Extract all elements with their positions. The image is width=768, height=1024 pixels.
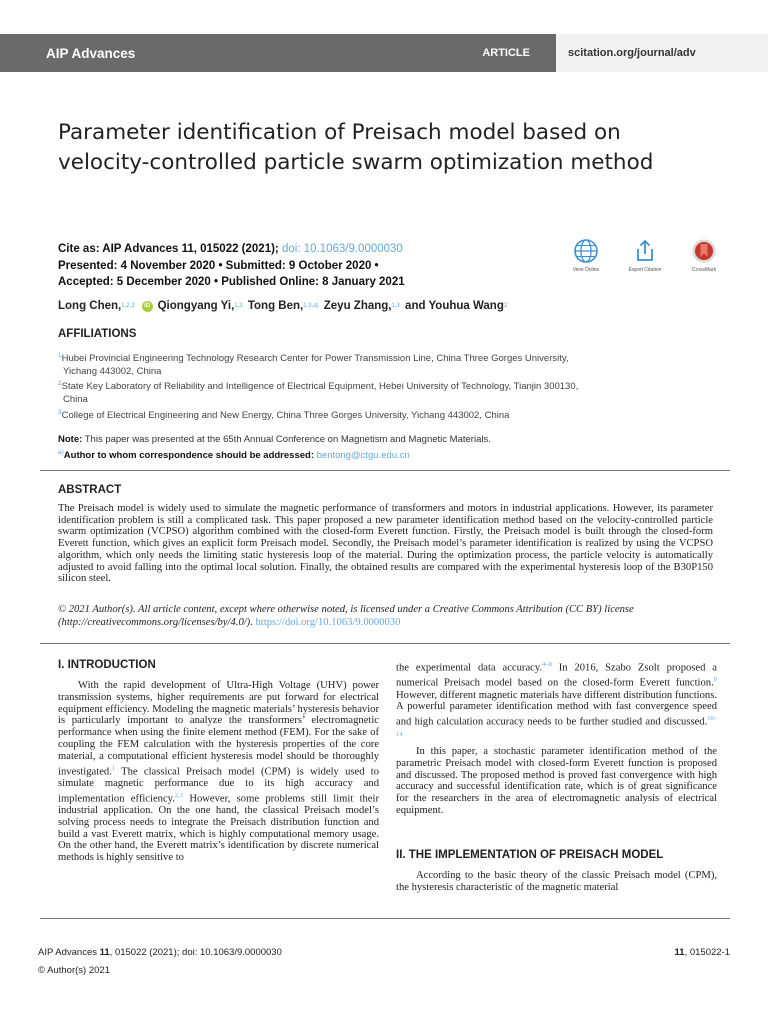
paragraph-text: In 2016, Szabo Zsolt proposed a numerical Preisach model based on the closed-form Everett function. bbox=[396, 662, 717, 689]
citation-ref-link[interactable]: 1 bbox=[111, 764, 116, 772]
corr-email-link[interactable]: bentong@ctgu.edu.cn bbox=[313, 450, 410, 462]
note-block bbox=[58, 433, 491, 462]
author-name[interactable]: Qiongyang Yi, bbox=[157, 300, 235, 312]
view-online-label: View Online bbox=[572, 267, 600, 273]
export-citation-button[interactable] bbox=[619, 238, 671, 273]
crossmark-icon bbox=[691, 238, 717, 264]
section-2-column bbox=[396, 870, 717, 894]
footer-divider bbox=[40, 918, 730, 919]
globe-icon bbox=[573, 238, 599, 264]
intro-column-right bbox=[396, 659, 717, 817]
crossmark-label: CrossMark bbox=[691, 267, 717, 273]
journal-header-bar bbox=[0, 34, 768, 72]
doi-link[interactable]: doi: 10.1063/9.0000030 bbox=[281, 243, 403, 255]
section-2-paragraph: According to the basic theory of the classic Preisach model (CPM), the hysteresis characteristic of the magnetic material bbox=[396, 870, 717, 893]
author-affiliation-sup: 1,3,a) bbox=[303, 303, 319, 309]
section-divider bbox=[40, 643, 730, 644]
journal-header-left bbox=[0, 34, 556, 72]
affiliation-number: 2 bbox=[58, 380, 62, 387]
corr-sup: a) bbox=[58, 449, 64, 456]
author-list bbox=[58, 300, 509, 312]
doi-url-link[interactable]: https://doi.org/10.1063/9.0000030 bbox=[252, 616, 401, 628]
abstract-text: The Preisach model is widely used to simulate the magnetic performance of transformers and motors in industrial applications. However, its parameter identification problem is still a complicated task. This paper proposed a new parameter identification method based on the velocity-controlled particle swarm optimization (VCPSO) algorithm combined with the closed-form Everett function. Firstly, the Preisach model is built through the closed-form Everett function, which gives an explicit form Preisach model. Secondly, the Preisach model’s parameter identification is realized by using the VCPSO algorithm, which only needs the limiting static hysteresis loop of the material. During the optimization process, the particle velocity is automatically adjusted to avoid falling into the optimal local solution. Finally, the obtained results are compared with the experimental hysteresis loop of the B30P150 silicon steel. bbox=[58, 503, 713, 585]
intro-paragraph bbox=[58, 680, 379, 864]
journal-name[interactable]: AIP Advances bbox=[46, 45, 136, 61]
author-name[interactable]: Tong Ben, bbox=[247, 300, 304, 312]
intro-column-left bbox=[58, 680, 379, 864]
author-name[interactable]: and Youhua Wang bbox=[405, 300, 504, 312]
section-2-heading: II. THE IMPLEMENTATION OF PREISACH MODEL bbox=[396, 849, 664, 861]
paragraph-text: With the rapid development of Ultra-High Voltage (UHV) power transmission systems, higher requirements are put forward for electrical equipment efficiency. Modeling the magnetic materials’ hysteresis behavior is particularly important to analyze the transformers’ electromagnetic performance when using the finite element method (FEM). For the sake of coupling the FEM calculation with the hysteresis properties of the core material, a computational efficient hysteresis model should be thoroughly investigated. bbox=[58, 680, 379, 778]
note-text: This paper was presented at the 65th Annual Conference on Magnetism and Magnetic Materials. bbox=[82, 434, 491, 445]
author-affiliation-sup: 2 bbox=[503, 303, 508, 309]
footer-doi: , 015022 (2021); doi: 10.1063/9.0000030 bbox=[109, 947, 282, 958]
author-name[interactable]: Zeyu Zhang, bbox=[323, 300, 392, 312]
citation-ref-link[interactable]: 10–14 bbox=[396, 715, 717, 738]
corr-label: Author to whom correspondence should be addressed: bbox=[63, 450, 314, 462]
citation-ref-link[interactable]: 4–8 bbox=[542, 661, 552, 668]
citation-ref-link[interactable]: 2,3 bbox=[174, 791, 184, 799]
dates-line-1: Presented: 4 November 2020 • Submitted: 9 October 2020 • bbox=[58, 259, 379, 272]
footer-right bbox=[675, 944, 730, 962]
footer-page-volume: 11 bbox=[674, 947, 685, 958]
affiliation-number: 1 bbox=[58, 352, 62, 359]
view-online-button[interactable] bbox=[560, 238, 612, 273]
orcid-icon[interactable]: iD bbox=[142, 301, 153, 312]
affiliation-item bbox=[58, 406, 698, 422]
dates-line-2: Accepted: 5 December 2020 • Published Online: 8 January 2021 bbox=[58, 276, 405, 288]
license-text bbox=[58, 604, 713, 629]
article-type-label: ARTICLE bbox=[482, 47, 530, 59]
crossmark-button[interactable] bbox=[678, 238, 730, 273]
author-affiliation-sup: 1,3 bbox=[234, 303, 243, 309]
citation-block bbox=[58, 241, 405, 291]
footer-journal: AIP Advances bbox=[38, 947, 100, 958]
note-label: Note: bbox=[58, 434, 83, 445]
footer-left bbox=[38, 944, 282, 980]
paragraph-text: the experimental data accuracy. bbox=[396, 662, 543, 674]
footer-copyright: © Author(s) 2021 bbox=[38, 965, 110, 976]
author-name[interactable]: Long Chen, bbox=[58, 300, 122, 312]
article-tools bbox=[560, 238, 730, 273]
cite-as-text: Cite as: AIP Advances 11, 015022 (2021); bbox=[58, 243, 279, 255]
affiliation-text: College of Electrical Engineering and New Energy, China Three Gorges University, Yichang 443002, China bbox=[61, 410, 510, 422]
author-affiliation-sup: 1,2,3 bbox=[121, 303, 135, 309]
affiliation-text: Yichang 443002, China bbox=[63, 366, 162, 378]
citation-ref-link[interactable]: 9 bbox=[713, 676, 717, 684]
affiliation-number: 3 bbox=[58, 409, 62, 416]
intro-paragraph: In this paper, a stochastic parameter identification method of the parametric Preisach model with closed-form Everett function is proposed and discussed. The proposed method is proved fast convergence with high accuracy and successful identification rate, which is of great significance for the researchers in the area of electromagnetic analysis of electrical equipment. bbox=[396, 745, 717, 816]
abstract-heading: ABSTRACT bbox=[58, 484, 122, 496]
export-citation-label: Export Citation bbox=[628, 267, 662, 273]
paragraph-text: The classical Preisach model (CPM) is widely used to simulate magnetic performance due to its high accuracy and implementation efficiency. bbox=[58, 766, 379, 805]
affiliation-text: Hubei Provincial Engineering Technology Research Center for Power Transmission Line, China Three Gorges University, bbox=[61, 353, 569, 365]
license-statement: © 2021 Author(s). All article content, except where otherwise noted, is licensed under a Creative Commons Attribution (CC BY) license (http://creativecommons.org/licenses/by/4.0/). bbox=[58, 604, 634, 628]
paragraph-text: However, different magnetic materials have different distribution functions. A powerful parameter identification method with fast convergence speed and high calculation accuracy needs to be further studied and discussed. bbox=[396, 689, 717, 728]
journal-site-link[interactable]: scitation.org/journal/adv bbox=[556, 34, 768, 72]
affiliations-heading: AFFILIATIONS bbox=[58, 328, 137, 340]
intro-paragraph bbox=[396, 659, 717, 744]
paragraph-text: However, some problems still limit their industrial application. On the one hand, the classical Preisach model’s solving process needs to integrate the Preisach distribution function and build a vast Everett matrix, which is highly computational memory usage. On the other hand, the Everett matrix’s identification by discrete numerical methods is highly sensitive to bbox=[58, 793, 379, 864]
affiliation-item bbox=[58, 349, 698, 378]
author-affiliation-sup: 1,3 bbox=[391, 303, 400, 309]
affiliation-item bbox=[58, 377, 698, 406]
affiliation-text: China bbox=[63, 394, 88, 406]
export-icon bbox=[632, 238, 658, 264]
footer-page-number: , 015022-1 bbox=[684, 947, 730, 958]
intro-heading: I. INTRODUCTION bbox=[58, 659, 156, 671]
section-divider bbox=[40, 470, 730, 471]
article-title: Parameter identification of Preisach model based on velocity-controlled particle swarm optimization method bbox=[58, 120, 654, 175]
footer-volume: 11 bbox=[99, 947, 110, 958]
affiliation-text: State Key Laboratory of Reliability and Intelligence of Electrical Equipment, Hebei University of Technology, Tianjin 300130, bbox=[61, 381, 579, 393]
